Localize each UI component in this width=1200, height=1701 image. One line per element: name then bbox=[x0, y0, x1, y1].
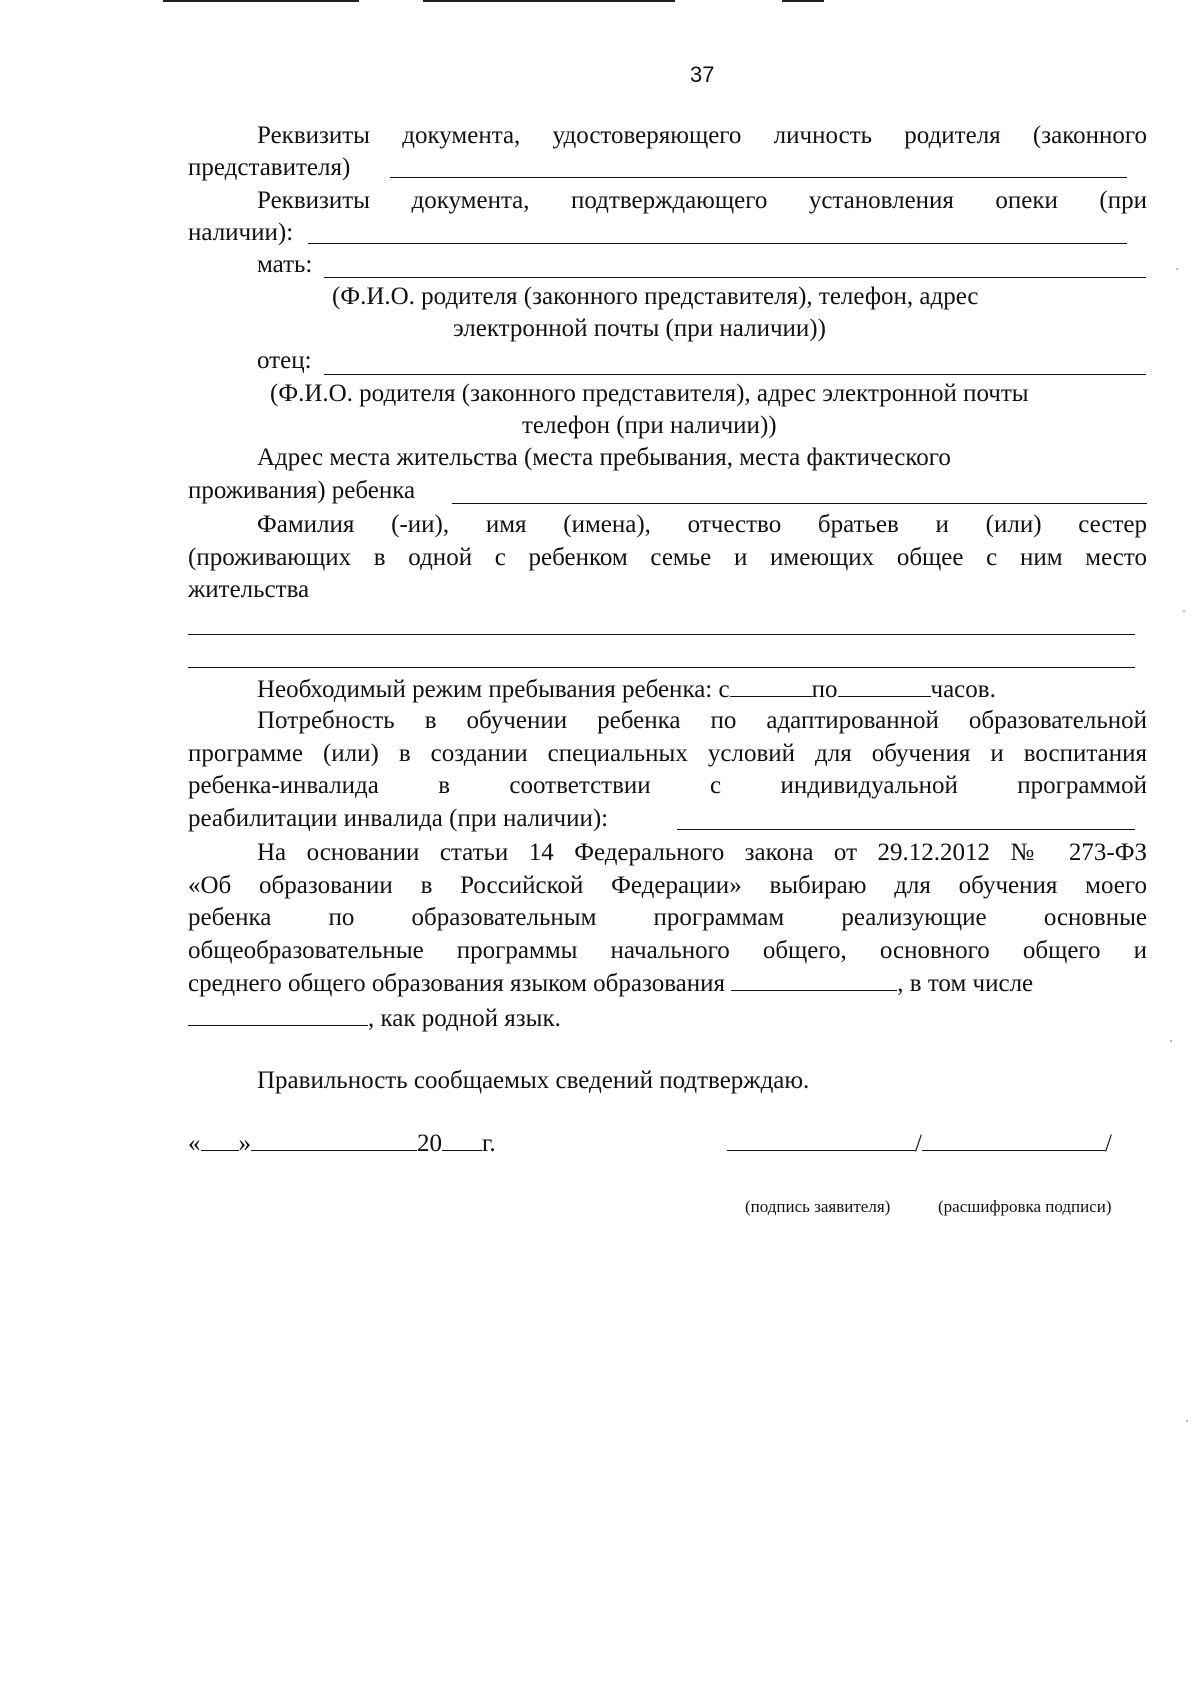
adapted-need-line2: программе (или) в создании специальных условий для обучения и воспитания bbox=[188, 740, 1147, 767]
id-document-label-cont bbox=[188, 153, 350, 183]
mother-caption-line1: (Ф.И.О. родителя (законного представителя), телефон, адрес bbox=[332, 283, 979, 310]
signature-slash-1: / bbox=[915, 1130, 922, 1157]
date-year-suffix: г. bbox=[482, 1130, 496, 1157]
law-line6 bbox=[188, 1003, 561, 1034]
date-close-quote: » bbox=[238, 1130, 251, 1157]
mother-label: мать: bbox=[257, 251, 313, 278]
siblings-label-line3: жительства bbox=[188, 576, 310, 603]
law-line3: ребенка по образовательным программам реализующие основные bbox=[188, 904, 1147, 931]
stay-mode-mid: по bbox=[811, 676, 838, 703]
scan-speck bbox=[1183, 610, 1185, 612]
top-scan-rule-2 bbox=[423, 0, 675, 2]
scan-speck bbox=[1186, 1420, 1188, 1422]
signature-caption: (подпись заявителя) bbox=[745, 1197, 891, 1216]
scan-speck bbox=[1170, 1040, 1172, 1042]
id-document-field[interactable] bbox=[390, 177, 1127, 178]
signature-decode-caption: (расшифровка подписи) bbox=[938, 1197, 1112, 1216]
date-year-prefix: 20 bbox=[417, 1130, 442, 1157]
page-number: 37 bbox=[690, 62, 715, 87]
signature-field[interactable] bbox=[727, 1128, 915, 1151]
signature-row bbox=[727, 1128, 1112, 1159]
adapted-need-line4-text: реабилитации инвалида (при наличии): bbox=[188, 805, 609, 832]
adapted-need-line4 bbox=[188, 804, 608, 834]
father-label: отец: bbox=[257, 347, 312, 374]
siblings-label-line1: Фамилия (-ии), имя (имена), отчество братьев и (или) сестер bbox=[257, 511, 1147, 538]
top-scan-rule-1 bbox=[163, 0, 359, 2]
law-line1: На основании статьи 14 Федерального закона от 29.12.2012 № 273-ФЗ bbox=[257, 839, 1147, 866]
father-field[interactable] bbox=[324, 374, 1146, 375]
date-open-quote: « bbox=[188, 1130, 201, 1157]
adapted-need-line1: Потребность в обучении ребенка по адаптированной образовательной bbox=[257, 707, 1147, 734]
education-language-field[interactable] bbox=[731, 968, 897, 991]
stay-to-field[interactable] bbox=[838, 674, 931, 697]
law-line5 bbox=[188, 968, 1033, 999]
date-month-field[interactable] bbox=[251, 1128, 417, 1151]
address-label-cont: проживания) ребенка bbox=[188, 477, 416, 504]
scan-speck bbox=[1176, 268, 1178, 270]
custody-document-label: Реквизиты документа, подтверждающего установления опеки (при bbox=[257, 187, 1147, 214]
address-field[interactable] bbox=[452, 503, 1147, 504]
adapted-need-field[interactable] bbox=[677, 829, 1135, 830]
siblings-field-1[interactable] bbox=[188, 634, 1135, 635]
custody-document-label-cont: наличии): bbox=[188, 219, 294, 246]
id-document-label: Реквизиты документа, удостоверяющего личность родителя (законного bbox=[257, 122, 1147, 149]
date-year-field[interactable] bbox=[442, 1128, 482, 1151]
stay-mode-prefix: Необходимый режим пребывания ребенка: с bbox=[257, 676, 730, 703]
confirmation-text: Правильность сообщаемых сведений подтверждаю. bbox=[257, 1067, 810, 1094]
signature-slash-2: / bbox=[1104, 1130, 1112, 1157]
stay-from-field[interactable] bbox=[730, 674, 812, 697]
stay-mode-suffix: часов. bbox=[930, 676, 996, 703]
date-day-field[interactable] bbox=[201, 1128, 239, 1151]
stay-mode-row bbox=[257, 674, 996, 705]
custody-document-field[interactable] bbox=[308, 243, 1127, 244]
address-label: Адрес места жительства (места пребывания, места фактического bbox=[257, 444, 951, 471]
father-caption-line2: телефон (при наличии)) bbox=[522, 412, 777, 439]
date-row bbox=[188, 1128, 496, 1159]
id-document-label-text: представителя) bbox=[188, 154, 351, 181]
mother-field[interactable] bbox=[324, 277, 1146, 278]
siblings-label-line2: (проживающих в одной с ребенком семье и имеющих общее с ним место bbox=[188, 544, 1147, 571]
signature-decode-field[interactable] bbox=[922, 1128, 1105, 1151]
law-line5-suffix: , в том числе bbox=[897, 970, 1034, 997]
adapted-need-line3: ребенка-инвалида в соответствии с индивидуальной программой bbox=[188, 772, 1147, 799]
native-language-field[interactable] bbox=[188, 1003, 368, 1026]
law-line6-suffix: , как родной язык. bbox=[368, 1005, 561, 1032]
siblings-field-2[interactable] bbox=[188, 667, 1135, 668]
top-scan-rule-3 bbox=[782, 0, 824, 2]
law-line5-prefix: среднего общего образования языком образования bbox=[188, 970, 726, 997]
father-caption-line1: (Ф.И.О. родителя (законного представителя), адрес электронной почты bbox=[270, 380, 1029, 407]
law-line2: «Об образовании в Российской Федерации» выбираю для обучения моего bbox=[188, 872, 1147, 899]
law-line4: общеобразовательные программы начального общего, основного общего и bbox=[188, 937, 1147, 964]
mother-caption-line2: электронной почты (при наличии)) bbox=[453, 315, 826, 342]
